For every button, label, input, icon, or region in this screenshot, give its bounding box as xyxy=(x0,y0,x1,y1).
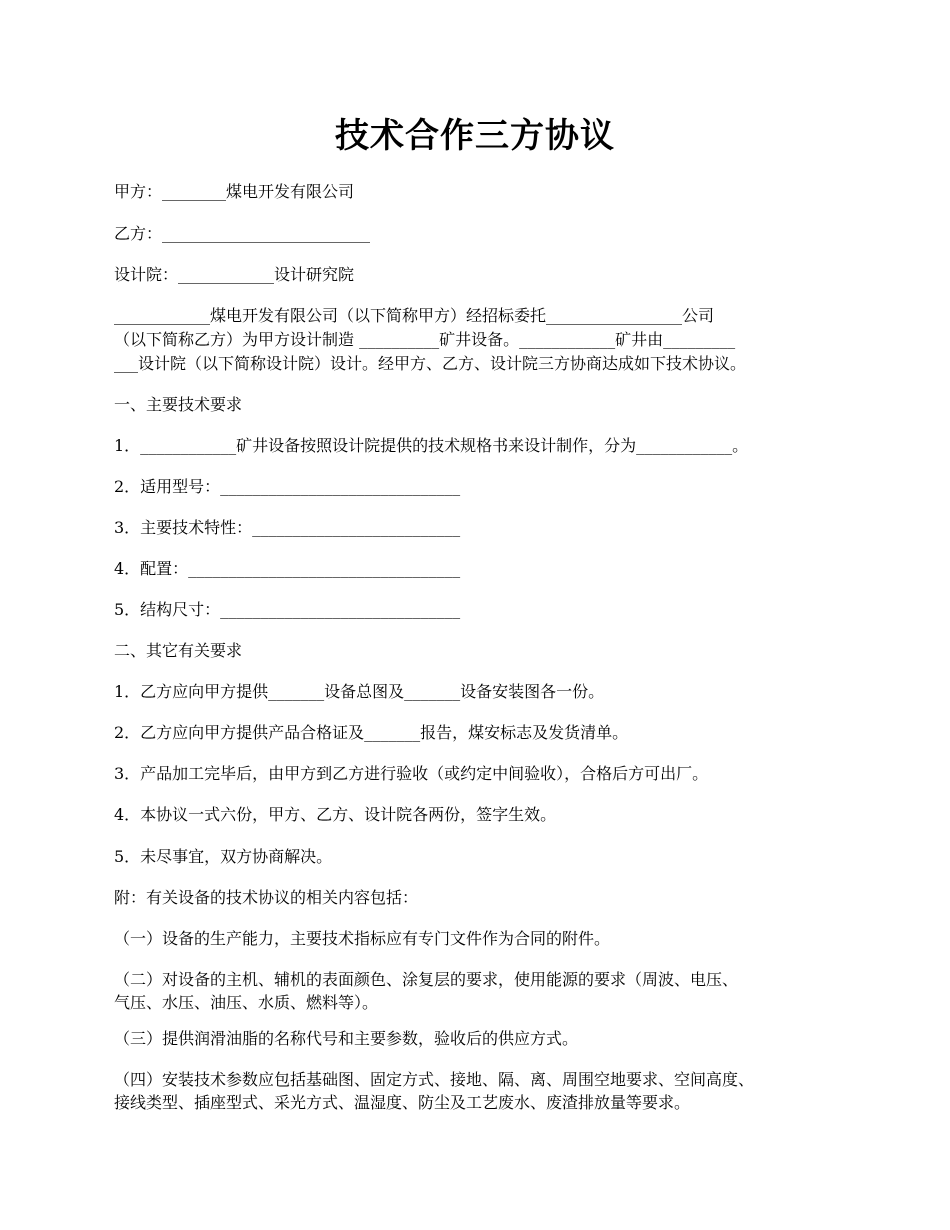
appendix-item: （三）提供润滑油脂的名称代号和主要参数，验收后的供应方式。 xyxy=(114,1029,579,1048)
section-2-item: 4．本协议一式六份，甲方、乙方、设计院各两份，签字生效。 xyxy=(114,805,557,824)
section-2-item: 3．产品加工完毕后，由甲方到乙方进行验收（或约定中间验收），合格后方可出厂。 xyxy=(114,764,709,783)
section-1-heading: 一、主要技术要求 xyxy=(114,395,243,414)
intro-paragraph-line-2: （以下简称乙方）为甲方设计制造 __________矿井设备。____________矿井由_________ xyxy=(114,330,736,349)
section-2-item: 2．乙方应向甲方提供产品合格证及_______报告，煤安标志及发货清单。 xyxy=(114,723,629,742)
party-a-line: 甲方：________煤电开发有限公司 xyxy=(114,182,355,201)
appendix-item: （二）对设备的主机、辅机的表面颜色、涂复层的要求，使用能源的要求（周波、电压、 xyxy=(114,970,739,989)
party-b-line: 乙方：__________________________ xyxy=(114,224,371,243)
appendix-item: （一）设备的生产能力，主要技术指标应有专门文件作为合同的附件。 xyxy=(114,929,611,948)
section-2-item: 5．未尽事宜，双方协商解决。 xyxy=(114,847,333,866)
section-1-item: 5．结构尺寸：______________________________ xyxy=(114,600,461,619)
appendix-item: （四）安装技术参数应包括基础图、固定方式、接地、隔、离、周围空地要求、空间高度、 xyxy=(114,1070,755,1089)
appendix-item-continuation: 接线类型、插座型式、采光方式、温湿度、防尘及工艺废水、废渣排放量等要求。 xyxy=(114,1093,691,1112)
section-1-item: 4．配置：__________________________________ xyxy=(114,559,461,578)
section-2-item: 1．乙方应向甲方提供_______设备总图及_______设备安装图各一份。 xyxy=(114,682,605,701)
intro-paragraph-line-3: ___设计院（以下简称设计院）设计。经甲方、乙方、设计院三方协商达成如下技术协议。 xyxy=(114,354,747,373)
section-1-item: 3．主要技术特性：__________________________ xyxy=(114,518,461,537)
design-institute-line: 设计院：____________设计研究院 xyxy=(114,265,355,284)
document-title: 技术合作三方协议 xyxy=(335,116,615,156)
intro-paragraph-line-1: ____________煤电开发有限公司（以下简称甲方）经招标委托_________________公司 xyxy=(114,306,715,325)
appendix-heading: 附：有关设备的技术协议的相关内容包括： xyxy=(114,888,419,907)
section-2-heading: 二、其它有关要求 xyxy=(114,641,243,660)
section-1-item: 2．适用型号：______________________________ xyxy=(114,477,461,496)
section-1-item: 1．____________矿井设备按照设计院提供的技术规格书来设计制作，分为____________。 xyxy=(114,436,749,455)
appendix-item-continuation: 气压、水压、油压、水质、燃料等）。 xyxy=(114,993,379,1012)
